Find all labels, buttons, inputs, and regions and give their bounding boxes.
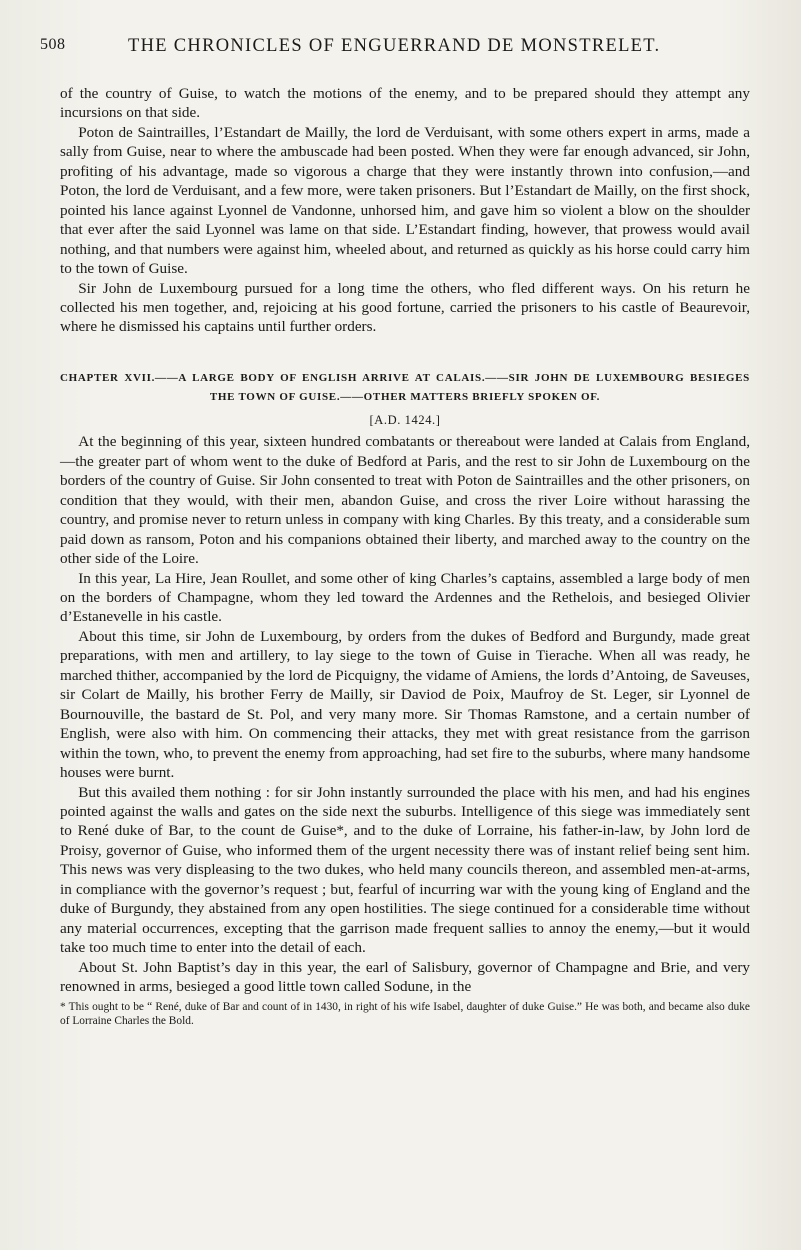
paragraph: At the beginning of this year, sixteen hundred combatants or thereabout were landed at Calais from England,—the greater part of whom went to the duke of Bedford at Paris, and the rest to sir John de Luxembourg on the borders of the country of Guise. Sir John consented to treat with Poton de Saintrailles and the other prisoners, on condition that they would, with their men, abandon Guise, and cross the river Loire without harassing the country, and promise never to return unless in company with king Charles. By this treaty, and a considerable sum paid down as ransom, Poton and his companions obtained their liberty, and marched away to the country on the other side of the Loire.: [60, 433, 750, 568]
page-number: 508: [40, 36, 66, 53]
chapter-heading: CHAPTER XVII.——A LARGE BODY OF ENGLISH ARRIVE AT CALAIS.——SIR JOHN DE LUXEMBOURG BESIEGES THE TOWN OF GUISE.——OTHER MATTERS BRIEFLY SPOKEN OF.: [60, 371, 750, 403]
paragraph: Poton de Saintrailles, l’Estandart de Mailly, the lord de Verduisant, with some others expert in arms, made a sally from Guise, near to where the ambuscade had been posted. When they were far enough advanced, sir John, profiting of his advantage, made so vigorous a charge that they were instantly thrown into confusion,—and Poton, the lord de Verduisant, and a few more, were taken prisoners. But l’Estandart de Mailly, on the first shock, pointed his lance against Lyonnel de Vandonne, unhorsed him, and gave him so violent a blow on the shoulder that ever after the said Lyonnel was lame on that side. L’Estandart finding, however, that prowess would avail nothing, and that numbers were against him, wheeled about, and returned as quickly as his horse could carry him to the town of Guise.: [60, 123, 750, 278]
footnote: * This ought to be “ René, duke of Bar and count of in 1430, in right of his wife Isabel, daughter of duke Guise.” He was both, and became also duke of Lorraine Charles the Bold.: [60, 1001, 750, 1028]
body-text: [60, 84, 750, 1028]
paragraph: But this availed them nothing : for sir John instantly surrounded the place with his men, and had his engines pointed against the walls and gates on the side next the suburbs. Intelligence of this siege was immediately sent to René duke of Bar, to the count de Guise*, and to the duke of Lorraine, his father-in-law, by John lord de Proisy, governor of Guise, who informed them of the urgent necessity there was of instant relief being sent him. This news was very displeasing to the two dukes, who held many councils thereon, and assembled men-at-arms, in compliance with the governor’s request ; but, fearful of incurring war with the young king of England and the duke of Burgundy, they abstained from any open hostilities. The siege continued for a considerable time without any material occurrences, excepting that the garrison made frequent sallies to annoy the enemy,—but it would take too much time to enter into the detail of each.: [60, 783, 750, 957]
paragraph: About St. John Baptist’s day in this year, the earl of Salisbury, governor of Champagne and Brie, and very renowned in arms, besieged a good little town called Sodune, in the: [60, 958, 750, 996]
chapter-date: [A.D. 1424.]: [369, 412, 441, 427]
running-head: THE CHRONICLES OF ENGUERRAND DE MONSTRELET.: [128, 36, 661, 56]
page-header: [40, 36, 780, 66]
paragraph: Sir John de Luxembourg pursued for a long time the others, who fled different ways. On his return he collected his men together, and, rejoicing at his good fortune, carried the prisoners to his castle of Beaurevoir, where he dismissed his captains until further orders.: [60, 279, 750, 336]
paragraph: of the country of Guise, to watch the motions of the enemy, and to be prepared should they attempt any incursions on that side.: [60, 85, 750, 122]
paragraph: In this year, La Hire, Jean Roullet, and some other of king Charles’s captains, assembled a large body of men on the borders of Champagne, whom they led toward the Ardennes and the Rethelois, and besieged Olivier d’Estanevelle in his castle.: [60, 569, 750, 626]
paragraph: About this time, sir John de Luxembourg, by orders from the dukes of Bedford and Burgundy, made great preparations, with men and artillery, to lay siege to the town of Guise in Tierache. When all was ready, he marched thither, accompanied by the lord de Picquigny, the vidame of Amiens, the lords d’Antoing, de Saveuses, sir Colart de Mailly, his brother Ferry de Mailly, sir Daviod de Poix, Maufroy de St. Leger, sir Lyonnel de Bournouville, the bastard de St. Pol, and very many more. Sir Thomas Ramstone, and a certain number of English, were also with him. On commencing their attacks, they met with great resistance from the garrison within the town, who, to prevent the enemy from approaching, had set fire to the suburbs, where many handsome houses were burnt.: [60, 627, 750, 782]
